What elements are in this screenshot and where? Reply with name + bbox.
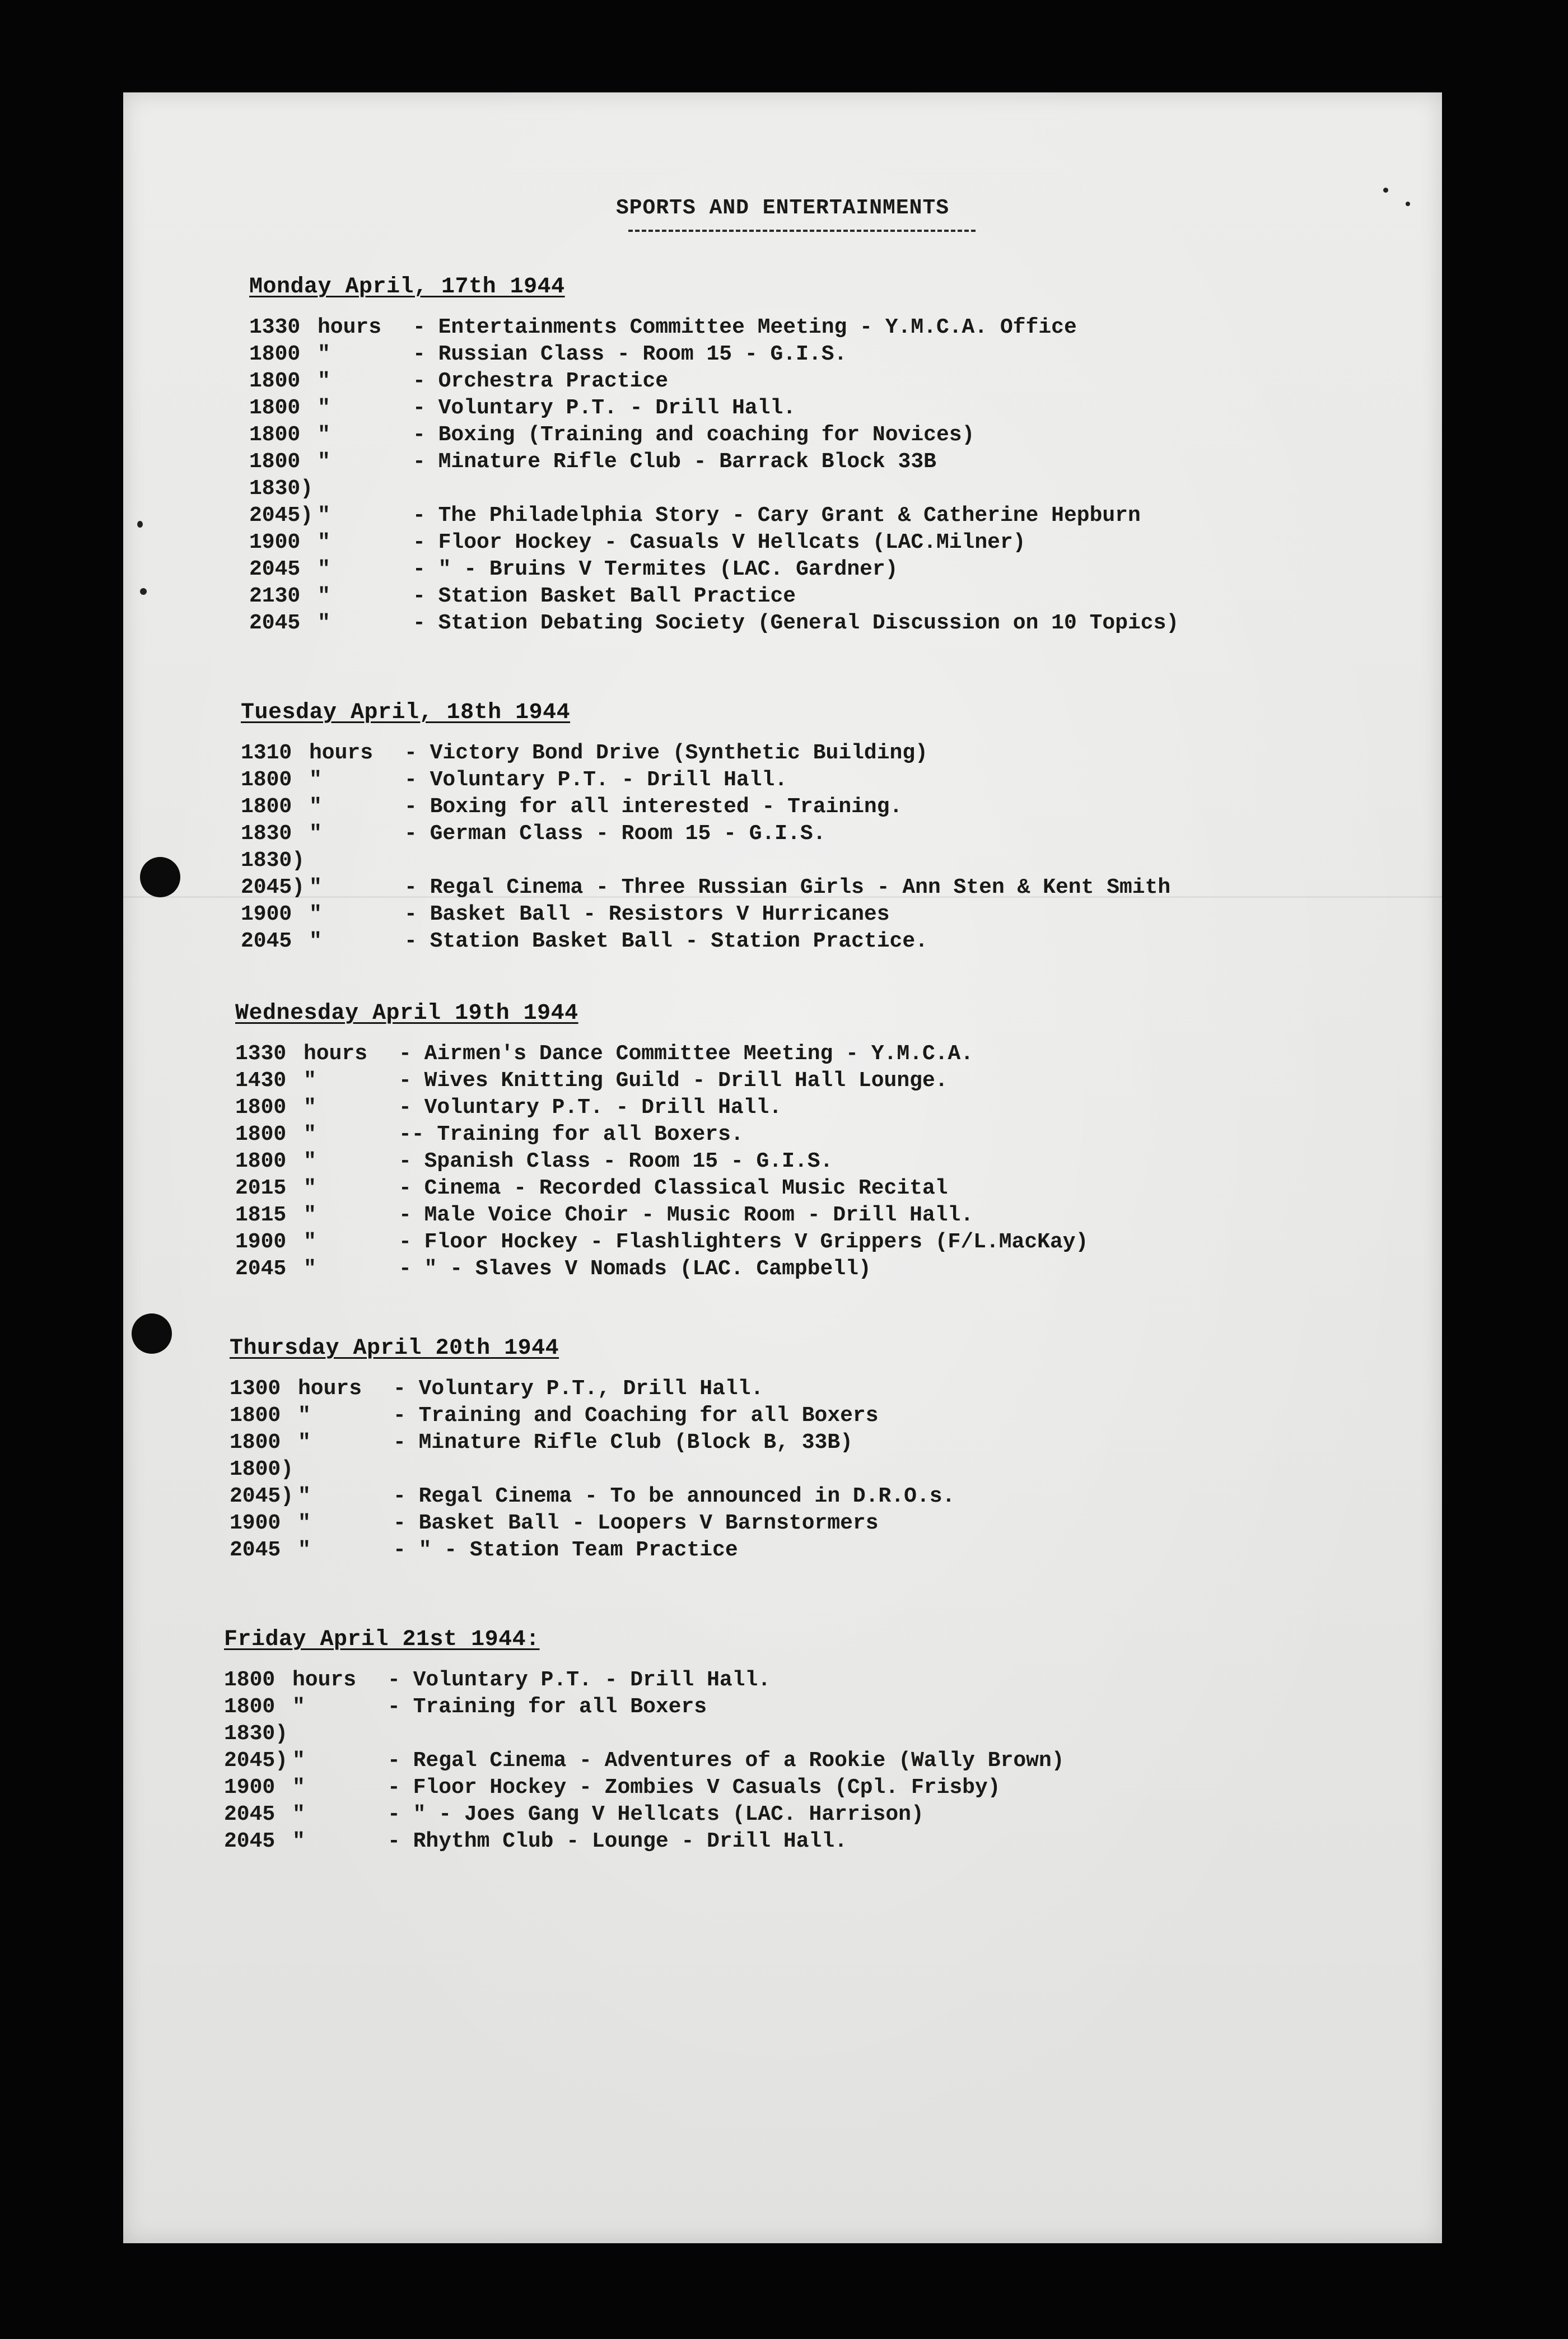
entry-time: 1830: [241, 822, 292, 846]
entry-time: 1330: [235, 1042, 287, 1066]
schedule-entry: [224, 1749, 1065, 1776]
entry-unit: ": [292, 1829, 305, 1853]
day-heading: Wednesday April 19th 1944: [235, 1001, 578, 1026]
entry-detail: - Station Basket Ball Practice: [413, 584, 796, 608]
entry-unit: ": [304, 1257, 316, 1281]
schedule-entry: [224, 1829, 1065, 1856]
entry-detail: - Spanish Class - Room 15 - G.I.S.: [399, 1149, 833, 1173]
entry-unit: ": [318, 611, 330, 635]
day-section-wednesday: [235, 1001, 1088, 1284]
entry-time: 1800): [230, 1457, 294, 1481]
entry-detail: - Regal Cinema - Adventures of a Rookie (Wally Brown): [388, 1749, 1065, 1773]
entry-unit: ": [309, 795, 322, 819]
schedule-entry: [249, 477, 1179, 504]
schedule-entry: [230, 1457, 955, 1484]
entry-time: 2045): [230, 1484, 294, 1508]
schedule-entry: [235, 1176, 1088, 1203]
entry-detail: - Voluntary P.T. - Drill Hall.: [404, 768, 788, 792]
schedule-entry: [249, 557, 1179, 584]
day-section-thursday: [230, 1336, 955, 1565]
ink-speck: [140, 588, 147, 595]
entry-detail: - German Class - Room 15 - G.I.S.: [404, 822, 826, 846]
day-heading: Friday April 21st 1944:: [224, 1627, 540, 1652]
entry-unit: ": [304, 1149, 316, 1173]
entry-time: 2045: [224, 1829, 276, 1853]
schedule-entry: [241, 768, 1170, 795]
entry-unit: ": [318, 342, 330, 366]
schedule-entry: [249, 315, 1179, 342]
entry-time: 2015: [235, 1176, 287, 1200]
entry-detail: - Floor Hockey - Zombies V Casuals (Cpl. Frisby): [388, 1776, 1001, 1800]
entry-unit: ": [309, 875, 322, 900]
title-underline: [628, 230, 976, 232]
schedule-entry: [224, 1776, 1065, 1802]
entry-unit: ": [318, 450, 330, 474]
entry-unit: ": [304, 1096, 316, 1120]
entry-detail: - Training for all Boxers: [388, 1695, 707, 1719]
schedule-entry: [249, 504, 1179, 530]
punch-hole: [132, 1313, 172, 1354]
entry-unit: ": [292, 1749, 305, 1773]
schedule-entry: [224, 1695, 1065, 1722]
schedule-entry: [235, 1257, 1088, 1284]
schedule-entry: [235, 1203, 1088, 1230]
entry-detail: - " - Bruins V Termites (LAC. Gardner): [413, 557, 898, 581]
schedule-entry: [230, 1484, 955, 1511]
entry-detail: - Station Basket Ball - Station Practice.: [404, 929, 928, 953]
entry-time: 1300: [230, 1377, 281, 1401]
entry-detail: - Boxing for all interested - Training.: [404, 795, 903, 819]
schedule-entry: [224, 1722, 1065, 1749]
entry-time: 1900: [241, 902, 292, 926]
entry-time: 1800: [235, 1122, 287, 1147]
entry-time: 1900: [224, 1776, 276, 1800]
schedule-entry: [235, 1122, 1088, 1149]
entry-unit: ": [304, 1176, 316, 1200]
ink-speck: [137, 521, 143, 528]
entry-unit: ": [318, 584, 330, 608]
entry-unit: ": [304, 1230, 316, 1254]
entry-detail: - Boxing (Training and coaching for Novices): [413, 423, 975, 447]
schedule-entry: [230, 1538, 955, 1565]
entry-time: 1800: [224, 1668, 276, 1692]
entry-unit: ": [309, 822, 322, 846]
entry-time: 1800: [241, 768, 292, 792]
entry-detail: - " - Joes Gang V Hellcats (LAC. Harrison): [388, 1802, 924, 1827]
entry-time: 1900: [235, 1230, 287, 1254]
day-heading: Thursday April 20th 1944: [230, 1336, 559, 1361]
entry-time: 1900: [230, 1511, 281, 1535]
entry-unit: ": [298, 1484, 311, 1508]
day-section-monday: [249, 274, 1179, 638]
entry-detail: - Basket Ball - Resistors V Hurricanes: [404, 902, 890, 926]
schedule-entry: [241, 902, 1170, 929]
entry-detail: - Orchestra Practice: [413, 369, 669, 393]
entry-time: 2045): [249, 504, 314, 528]
entry-unit: ": [318, 423, 330, 447]
entry-detail: - Voluntary P.T., Drill Hall.: [393, 1377, 764, 1401]
entry-time: 2045: [241, 929, 292, 953]
entry-unit: hours: [292, 1668, 357, 1692]
schedule-entry: [235, 1149, 1088, 1176]
bleed-through-texture: [302, 1924, 1254, 2215]
schedule-entry: [235, 1042, 1088, 1069]
entry-time: 1830): [224, 1722, 288, 1746]
entry-unit: ": [304, 1122, 316, 1147]
schedule-entry: [249, 611, 1179, 638]
day-section-tuesday: [241, 700, 1170, 956]
schedule-entry: [249, 450, 1179, 477]
document-page: [123, 92, 1442, 2243]
entry-time: 1830): [249, 477, 314, 501]
entry-detail: - The Philadelphia Story - Cary Grant & Catherine Hepburn: [413, 504, 1141, 528]
entry-time: 2045: [230, 1538, 281, 1562]
entry-unit: ": [298, 1538, 311, 1562]
schedule-entry: [224, 1802, 1065, 1829]
entry-time: 1800: [249, 450, 301, 474]
entry-unit: ": [318, 396, 330, 420]
entry-unit: ": [298, 1431, 311, 1455]
entry-unit: ": [304, 1203, 316, 1227]
entry-unit: ": [292, 1695, 305, 1719]
entry-time: 1800: [230, 1404, 281, 1428]
entry-time: 2045: [249, 611, 301, 635]
entry-detail: - Floor Hockey - Casuals V Hellcats (LAC.Milner): [413, 530, 1026, 555]
schedule-entry: [249, 396, 1179, 423]
entry-detail: - Airmen's Dance Committee Meeting - Y.M.C.A.: [399, 1042, 974, 1066]
entry-time: 1800: [249, 423, 301, 447]
punch-hole: [140, 857, 180, 897]
entry-detail: - Cinema - Recorded Classical Music Recital: [399, 1176, 948, 1200]
entry-time: 1330: [249, 315, 301, 339]
entry-time: 2045: [224, 1802, 276, 1827]
entry-detail: - Voluntary P.T. - Drill Hall.: [413, 396, 796, 420]
entry-time: 1800: [224, 1695, 276, 1719]
entry-time: 2045: [235, 1257, 287, 1281]
entry-unit: ": [309, 929, 322, 953]
entry-unit: hours: [309, 741, 374, 765]
entry-time: 1800: [241, 795, 292, 819]
entry-unit: hours: [298, 1377, 362, 1401]
entry-detail: - Male Voice Choir - Music Room - Drill Hall.: [399, 1203, 974, 1227]
entry-detail: - Rhythm Club - Lounge - Drill Hall.: [388, 1829, 847, 1853]
entry-unit: ": [298, 1404, 311, 1428]
schedule-entry: [224, 1668, 1065, 1695]
entry-time: 1800: [235, 1096, 287, 1120]
schedule-entry: [241, 822, 1170, 849]
schedule-entry: [241, 849, 1170, 875]
entry-detail: - Wives Knitting Guild - Drill Hall Lounge.: [399, 1069, 948, 1093]
entry-detail: - Regal Cinema - To be announced in D.R.O.s.: [393, 1484, 955, 1508]
entry-detail: - " - Station Team Practice: [393, 1538, 738, 1562]
schedule-entry: [249, 530, 1179, 557]
entry-time: 1310: [241, 741, 292, 765]
entry-time: 2045): [241, 875, 305, 900]
entry-detail: - Station Debating Society (General Discussion on 10 Topics): [413, 611, 1179, 635]
schedule-entry: [249, 369, 1179, 396]
schedule-entry: [230, 1511, 955, 1538]
entry-detail: - Entertainments Committee Meeting - Y.M.C.A. Office: [413, 315, 1077, 339]
entry-time: 1800: [249, 369, 301, 393]
entry-unit: ": [292, 1776, 305, 1800]
schedule-entry: [241, 795, 1170, 822]
day-section-friday: [224, 1627, 1065, 1856]
entry-unit: ": [318, 557, 330, 581]
entry-detail: - Victory Bond Drive (Synthetic Building): [404, 741, 928, 765]
entry-time: 1800: [235, 1149, 287, 1173]
entry-detail: - Minature Rifle Club - Barrack Block 33B: [413, 450, 936, 474]
entry-time: 2045): [224, 1749, 288, 1773]
schedule-entry: [230, 1404, 955, 1431]
entry-unit: ": [304, 1069, 316, 1093]
entry-detail: - Basket Ball - Loopers V Barnstormers: [393, 1511, 879, 1535]
schedule-entry: [235, 1096, 1088, 1122]
entry-time: 1900: [249, 530, 301, 555]
schedule-entry: [241, 929, 1170, 956]
schedule-entry: [235, 1230, 1088, 1257]
entry-time: 1815: [235, 1203, 287, 1227]
entry-detail: - Voluntary P.T. - Drill Hall.: [388, 1668, 771, 1692]
schedule-entry: [235, 1069, 1088, 1096]
entry-unit: ": [318, 504, 330, 528]
entry-detail: - Training and Coaching for all Boxers: [393, 1404, 879, 1428]
ink-speck: [1383, 188, 1388, 193]
entry-time: 2045: [249, 557, 301, 581]
entry-unit: ": [318, 530, 330, 555]
schedule-entry: [230, 1377, 955, 1404]
entry-unit: hours: [304, 1042, 368, 1066]
day-heading: Tuesday April, 18th 1944: [241, 700, 571, 725]
entry-unit: ": [292, 1802, 305, 1827]
document-title: SPORTS AND ENTERTAINMENTS: [615, 196, 950, 220]
schedule-entry: [249, 423, 1179, 450]
entry-detail: -- Training for all Boxers.: [399, 1122, 744, 1147]
entry-unit: hours: [318, 315, 382, 339]
schedule-entry: [230, 1431, 955, 1457]
entry-time: 2130: [249, 584, 301, 608]
day-heading: Monday April, 17th 1944: [249, 274, 565, 300]
entry-time: 1430: [235, 1069, 287, 1093]
entry-time: 1800: [230, 1431, 281, 1455]
entry-detail: - Voluntary P.T. - Drill Hall.: [399, 1096, 782, 1120]
entry-time: 1800: [249, 396, 301, 420]
schedule-entry: [249, 584, 1179, 611]
entry-unit: ": [318, 369, 330, 393]
entry-time: 1830): [241, 849, 305, 873]
entry-time: 1800: [249, 342, 301, 366]
entry-detail: - Russian Class - Room 15 - G.I.S.: [413, 342, 847, 366]
entry-unit: ": [298, 1511, 311, 1535]
schedule-entry: [241, 875, 1170, 902]
entry-unit: ": [309, 768, 322, 792]
schedule-entry: [241, 741, 1170, 768]
entry-unit: ": [309, 902, 322, 926]
entry-detail: - Minature Rifle Club (Block B, 33B): [393, 1431, 853, 1455]
entry-detail: - Regal Cinema - Three Russian Girls - Ann Sten & Kent Smith: [404, 875, 1171, 900]
entry-detail: - Floor Hockey - Flashlighters V Grippers (F/L.MacKay): [399, 1230, 1089, 1254]
entry-detail: - " - Slaves V Nomads (LAC. Campbell): [399, 1257, 871, 1281]
schedule-entry: [249, 342, 1179, 369]
